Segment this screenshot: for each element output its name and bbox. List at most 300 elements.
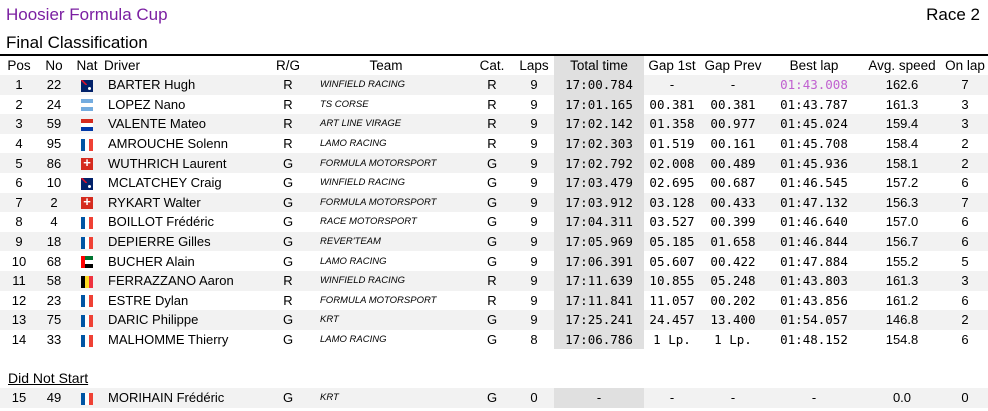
on-lap-cell-text: 7	[961, 194, 969, 210]
team-cell	[302, 388, 470, 408]
avg-speed-cell-text: 159.4	[885, 116, 919, 132]
driver-cell-text: BARTER Hugh	[108, 77, 196, 93]
best-lap-cell-text: 01:43.803	[780, 273, 848, 289]
number-cell	[38, 95, 70, 115]
team-cell-text: WINFIELD RACING	[320, 275, 405, 287]
pos-cell-text: 3	[15, 116, 23, 132]
laps-cell	[514, 75, 554, 95]
laps-cell	[514, 232, 554, 252]
avg-speed-cell	[862, 95, 942, 115]
rg-cell-text: G	[282, 155, 294, 171]
total-time-cell	[554, 153, 644, 173]
gap-prev-cell	[700, 193, 766, 213]
flag-par-icon	[81, 119, 93, 131]
laps-cell	[514, 251, 554, 271]
flag-aus-icon	[81, 80, 93, 92]
cat-cell-text: G	[486, 234, 498, 250]
team-cell-text: WINFIELD RACING	[320, 79, 405, 91]
nat-cell	[70, 193, 104, 213]
avg-speed-cell-text: 0.0	[892, 390, 912, 406]
total-time-cell-text: -	[595, 390, 603, 406]
team-cell	[302, 330, 470, 350]
best-lap-cell-text: 01:43.856	[780, 292, 848, 308]
pos-cell	[0, 232, 38, 252]
team-cell-text: LAMO RACING	[320, 334, 387, 346]
gap-1st-cell	[644, 95, 700, 115]
col-best-lap: Best lap	[789, 58, 839, 73]
cat-cell	[470, 310, 514, 330]
laps-cell-text: 9	[530, 96, 538, 112]
laps-cell-text: 9	[530, 77, 538, 93]
rg-cell-text: G	[282, 332, 294, 348]
total-time-cell-text: 17:11.639	[565, 273, 633, 289]
dns-heading: Did Not Start	[8, 370, 89, 386]
rg-cell-text: R	[283, 77, 293, 93]
gap-1st-cell-text: 03.128	[649, 194, 695, 210]
best-lap-cell-text: 01:46.545	[780, 175, 848, 191]
on-lap-cell	[942, 291, 988, 311]
team-cell	[302, 291, 470, 311]
gap-prev-cell	[700, 271, 766, 291]
col-driver: Driver	[104, 58, 140, 73]
gap-prev-cell	[700, 173, 766, 193]
best-lap-cell-text: 01:47.884	[780, 253, 848, 269]
gap-prev-cell-text: 00.381	[710, 96, 756, 112]
number-cell	[38, 193, 70, 213]
total-time-cell-text: 17:02.792	[565, 155, 633, 171]
number-cell-text: 95	[46, 136, 62, 152]
nat-cell	[70, 75, 104, 95]
table-row	[0, 251, 988, 271]
table-row	[0, 173, 988, 193]
table-row	[0, 75, 988, 95]
avg-speed-cell-text: 154.8	[885, 332, 919, 348]
laps-cell-text: 9	[530, 136, 538, 152]
results-body	[0, 75, 988, 349]
laps-cell-text: 9	[530, 116, 538, 132]
driver-cell	[104, 212, 274, 232]
gap-prev-cell	[700, 310, 766, 330]
laps-cell	[514, 114, 554, 134]
number-cell	[38, 75, 70, 95]
rg-cell	[274, 173, 302, 193]
team-cell	[302, 134, 470, 154]
avg-speed-cell-text: 161.3	[885, 96, 919, 112]
on-lap-cell	[942, 114, 988, 134]
rg-cell	[274, 134, 302, 154]
team-cell	[302, 271, 470, 291]
avg-speed-cell	[862, 291, 942, 311]
gap-1st-cell-text: 10.855	[649, 273, 695, 289]
rg-cell	[274, 153, 302, 173]
laps-cell-text: 9	[530, 214, 538, 230]
col-on-lap: On lap	[945, 58, 985, 73]
gap-prev-cell-text: 00.687	[710, 175, 756, 191]
team-cell	[302, 310, 470, 330]
gap-prev-cell	[700, 153, 766, 173]
team-cell-text: WINFIELD RACING	[320, 177, 405, 189]
total-time-cell	[554, 271, 644, 291]
rg-cell-text: G	[282, 194, 294, 210]
total-time-cell-text: 17:02.303	[565, 136, 633, 152]
avg-speed-cell	[862, 271, 942, 291]
flag-fra-icon	[81, 335, 93, 347]
col-total-time: Total time	[554, 56, 644, 75]
team-cell-text: REVER'TEAM	[320, 236, 381, 248]
driver-cell	[104, 114, 274, 134]
gap-1st-cell	[644, 212, 700, 232]
flag-bel-icon	[81, 276, 93, 288]
gap-prev-cell-text: 05.248	[710, 273, 756, 289]
rg-cell	[274, 75, 302, 95]
team-cell-text: FORMULA MOTORSPORT	[320, 294, 437, 306]
pos-cell	[0, 291, 38, 311]
pos-cell	[0, 212, 38, 232]
best-lap-cell-text: 01:45.708	[780, 136, 848, 152]
best-lap-cell	[766, 330, 862, 350]
gap-1st-cell	[644, 173, 700, 193]
laps-cell-text: 9	[530, 194, 538, 210]
team-cell-text: RACE MOTORSPORT	[320, 216, 417, 228]
gap-1st-cell-text: 05.185	[649, 234, 695, 250]
cat-cell-text: R	[487, 273, 497, 289]
pos-cell-text: 1	[15, 77, 23, 93]
gap-1st-cell-text: 1 Lp.	[653, 332, 691, 348]
rg-cell	[274, 310, 302, 330]
col-avg-speed: Avg. speed	[868, 58, 936, 73]
nat-cell	[70, 95, 104, 115]
on-lap-cell	[942, 388, 988, 408]
gap-1st-cell-text: -	[668, 77, 676, 93]
pos-cell-text: 4	[15, 136, 23, 152]
number-cell-text: 75	[46, 312, 62, 328]
pos-cell	[0, 310, 38, 330]
total-time-cell	[554, 75, 644, 95]
cat-cell	[470, 232, 514, 252]
best-lap-cell	[766, 271, 862, 291]
number-cell-text: 86	[46, 155, 62, 171]
driver-cell-text: MALHOMME Thierry	[108, 332, 229, 348]
nat-cell	[70, 251, 104, 271]
gap-1st-cell-text: 11.057	[649, 292, 695, 308]
driver-cell	[104, 388, 274, 408]
on-lap-cell	[942, 75, 988, 95]
laps-cell	[514, 95, 554, 115]
laps-cell-text: 9	[530, 273, 538, 289]
gap-1st-cell	[644, 251, 700, 271]
driver-cell	[104, 95, 274, 115]
rg-cell-text: G	[282, 390, 294, 406]
gap-prev-cell	[700, 212, 766, 232]
best-lap-cell-text: 01:46.640	[780, 214, 848, 230]
gap-1st-cell	[644, 153, 700, 173]
flag-aus-icon	[81, 178, 93, 190]
pos-cell-text: 15	[11, 390, 27, 406]
gap-prev-cell-text: -	[729, 77, 737, 93]
number-cell	[38, 291, 70, 311]
driver-cell-text: RYKART Walter	[108, 194, 201, 210]
number-cell	[38, 232, 70, 252]
best-lap-cell-text: 01:47.132	[780, 194, 848, 210]
total-time-cell	[554, 134, 644, 154]
driver-cell-text: FERRAZZANO Aaron	[108, 273, 234, 289]
table-row	[0, 291, 988, 311]
best-lap-cell-text: 01:43.787	[780, 96, 848, 112]
best-lap-cell	[766, 232, 862, 252]
dns-body	[0, 388, 988, 408]
on-lap-cell	[942, 193, 988, 213]
pos-cell	[0, 330, 38, 350]
nat-cell	[70, 291, 104, 311]
cat-cell-text: G	[486, 214, 498, 230]
best-lap-cell	[766, 310, 862, 330]
nat-cell	[70, 173, 104, 193]
col-team: Team	[369, 58, 403, 73]
gap-1st-cell-text: 02.695	[649, 175, 695, 191]
team-cell	[302, 153, 470, 173]
gap-prev-cell-text: 00.161	[710, 136, 756, 152]
cat-cell-text: R	[487, 96, 497, 112]
driver-cell	[104, 251, 274, 271]
number-cell	[38, 114, 70, 134]
laps-cell-text: 9	[530, 234, 538, 250]
number-cell	[38, 134, 70, 154]
cat-cell-text: R	[487, 136, 497, 152]
pos-cell-text: 2	[15, 96, 23, 112]
gap-prev-cell	[700, 95, 766, 115]
rg-cell-text: G	[282, 175, 294, 191]
gap-prev-cell-text: 00.422	[710, 253, 756, 269]
table-row	[0, 95, 988, 115]
driver-cell-text: WUTHRICH Laurent	[108, 155, 227, 171]
team-cell-text: KRT	[320, 392, 339, 404]
avg-speed-cell	[862, 232, 942, 252]
cat-cell-text: R	[487, 77, 497, 93]
gap-1st-cell	[644, 193, 700, 213]
table-row	[0, 212, 988, 232]
team-cell-text: LAMO RACING	[320, 255, 387, 267]
pos-cell	[0, 134, 38, 154]
pos-cell-text: 5	[15, 155, 23, 171]
cat-cell	[470, 153, 514, 173]
laps-cell	[514, 310, 554, 330]
driver-cell	[104, 193, 274, 213]
gap-prev-cell-text: 00.433	[710, 194, 756, 210]
number-cell	[38, 251, 70, 271]
team-cell	[302, 212, 470, 232]
best-lap-cell	[766, 173, 862, 193]
on-lap-cell-text: 3	[961, 273, 969, 289]
team-cell-text: FORMULA MOTORSPORT	[320, 157, 437, 169]
driver-cell	[104, 271, 274, 291]
rg-cell-text: R	[283, 273, 293, 289]
avg-speed-cell-text: 157.2	[885, 175, 919, 191]
gap-prev-cell-text: 1 Lp.	[714, 332, 752, 348]
flag-fra-icon	[81, 393, 93, 405]
best-lap-cell	[766, 251, 862, 271]
team-cell	[302, 232, 470, 252]
pos-cell-text: 9	[15, 234, 23, 250]
driver-cell	[104, 291, 274, 311]
avg-speed-cell-text: 162.6	[885, 77, 919, 93]
rg-cell-text: G	[282, 234, 294, 250]
number-cell	[38, 173, 70, 193]
on-lap-cell-text: 0	[961, 390, 969, 406]
on-lap-cell-text: 6	[961, 332, 969, 348]
number-cell	[38, 310, 70, 330]
best-lap-cell-text: 01:54.057	[780, 312, 848, 328]
total-time-cell-text: 17:03.479	[565, 175, 633, 191]
total-time-cell-text: 17:03.912	[565, 194, 633, 210]
pos-cell-text: 10	[11, 253, 27, 269]
team-cell-text: KRT	[320, 314, 339, 326]
team-cell	[302, 251, 470, 271]
laps-cell	[514, 173, 554, 193]
total-time-cell	[554, 310, 644, 330]
table-row	[0, 388, 988, 408]
table-row	[0, 232, 988, 252]
cat-cell-text: G	[486, 155, 498, 171]
team-cell-text: ART LINE VIRAGE	[320, 118, 402, 130]
best-lap-cell	[766, 114, 862, 134]
cat-cell	[470, 173, 514, 193]
nat-cell	[70, 388, 104, 408]
avg-speed-cell	[862, 75, 942, 95]
pos-cell-text: 8	[15, 214, 23, 230]
flag-fra-icon	[81, 139, 93, 151]
on-lap-cell-text: 6	[961, 234, 969, 250]
number-cell	[38, 153, 70, 173]
gap-prev-cell	[700, 388, 766, 408]
laps-cell-text: 9	[530, 155, 538, 171]
rg-cell-text: G	[282, 214, 294, 230]
gap-1st-cell-text: 00.381	[649, 96, 695, 112]
number-cell	[38, 212, 70, 232]
gap-1st-cell-text: -	[668, 390, 676, 406]
championship-title: Hoosier Formula Cup	[6, 5, 168, 24]
number-cell-text: 10	[46, 175, 62, 191]
avg-speed-cell	[862, 251, 942, 271]
cat-cell	[470, 95, 514, 115]
driver-cell	[104, 330, 274, 350]
nat-cell	[70, 310, 104, 330]
best-lap-cell	[766, 212, 862, 232]
laps-cell-text: 8	[530, 332, 538, 348]
on-lap-cell	[942, 232, 988, 252]
best-lap-cell	[766, 153, 862, 173]
col-gap-prev: Gap Prev	[704, 58, 762, 73]
best-lap-cell	[766, 95, 862, 115]
on-lap-cell-text: 6	[961, 175, 969, 191]
header-row	[0, 56, 988, 75]
col-gap-1st: Gap 1st	[648, 58, 696, 73]
cat-cell	[470, 388, 514, 408]
driver-cell-text: AMROUCHE Solenn	[108, 136, 228, 152]
gap-1st-cell	[644, 291, 700, 311]
rg-cell	[274, 95, 302, 115]
flag-uae-icon	[81, 256, 93, 268]
driver-cell	[104, 310, 274, 330]
avg-speed-cell	[862, 310, 942, 330]
rg-cell-text: G	[282, 312, 294, 328]
laps-cell-text: 9	[530, 253, 538, 269]
gap-1st-cell-text: 24.457	[649, 312, 695, 328]
best-lap-cell	[766, 134, 862, 154]
col-cat: Cat.	[479, 58, 505, 73]
driver-cell	[104, 75, 274, 95]
avg-speed-cell-text: 155.2	[885, 253, 919, 269]
laps-cell	[514, 271, 554, 291]
total-time-cell-text: 17:04.311	[565, 214, 633, 230]
avg-speed-cell-text: 161.3	[885, 273, 919, 289]
team-cell	[302, 173, 470, 193]
cat-cell-text: G	[486, 332, 498, 348]
cat-cell-text: G	[486, 194, 498, 210]
total-time-cell-text: 17:00.784	[565, 77, 633, 93]
total-time-cell	[554, 232, 644, 252]
best-lap-cell-text: 01:45.024	[780, 116, 848, 132]
laps-cell	[514, 153, 554, 173]
gap-prev-cell	[700, 75, 766, 95]
gap-prev-cell	[700, 232, 766, 252]
driver-cell-text: LOPEZ Nano	[108, 96, 186, 112]
flag-sui-icon	[81, 158, 93, 170]
nat-cell	[70, 271, 104, 291]
on-lap-cell-text: 7	[961, 77, 969, 93]
laps-cell-text: 9	[530, 175, 538, 191]
laps-cell	[514, 193, 554, 213]
best-lap-cell-text: 01:48.152	[780, 332, 848, 348]
pos-cell	[0, 388, 38, 408]
col-pos: Pos	[7, 58, 31, 73]
avg-speed-cell-text: 158.1	[885, 155, 919, 171]
best-lap-cell-text: 01:46.844	[780, 234, 848, 250]
nat-cell	[70, 134, 104, 154]
best-lap-cell-text: -	[810, 390, 818, 406]
on-lap-cell-text: 6	[961, 292, 969, 308]
driver-cell-text: VALENTE Mateo	[108, 116, 207, 132]
cat-cell-text: R	[487, 116, 497, 132]
cat-cell-text: G	[486, 253, 498, 269]
table-row	[0, 114, 988, 134]
total-time-cell-text: 17:06.786	[565, 332, 633, 348]
best-lap-cell	[766, 388, 862, 408]
rg-cell	[274, 114, 302, 134]
cat-cell-text: R	[487, 292, 497, 308]
gap-prev-cell-text: -	[729, 390, 737, 406]
rg-cell-text: R	[283, 136, 293, 152]
flag-fra-icon	[81, 295, 93, 307]
cat-cell	[470, 271, 514, 291]
cat-cell	[470, 193, 514, 213]
gap-1st-cell	[644, 114, 700, 134]
table-row	[0, 153, 988, 173]
team-cell	[302, 75, 470, 95]
table-row	[0, 330, 988, 350]
table-row	[0, 134, 988, 154]
total-time-cell-text: 17:11.841	[565, 292, 633, 308]
cat-cell	[470, 251, 514, 271]
number-cell-text: 24	[46, 96, 62, 112]
rg-cell-text: R	[283, 96, 293, 112]
gap-prev-cell	[700, 114, 766, 134]
driver-cell-text: ESTRE Dylan	[108, 292, 189, 308]
laps-cell-text: 9	[530, 312, 538, 328]
pos-cell-text: 12	[11, 292, 27, 308]
total-time-cell	[554, 95, 644, 115]
driver-cell	[104, 173, 274, 193]
laps-cell-text: 9	[530, 292, 538, 308]
